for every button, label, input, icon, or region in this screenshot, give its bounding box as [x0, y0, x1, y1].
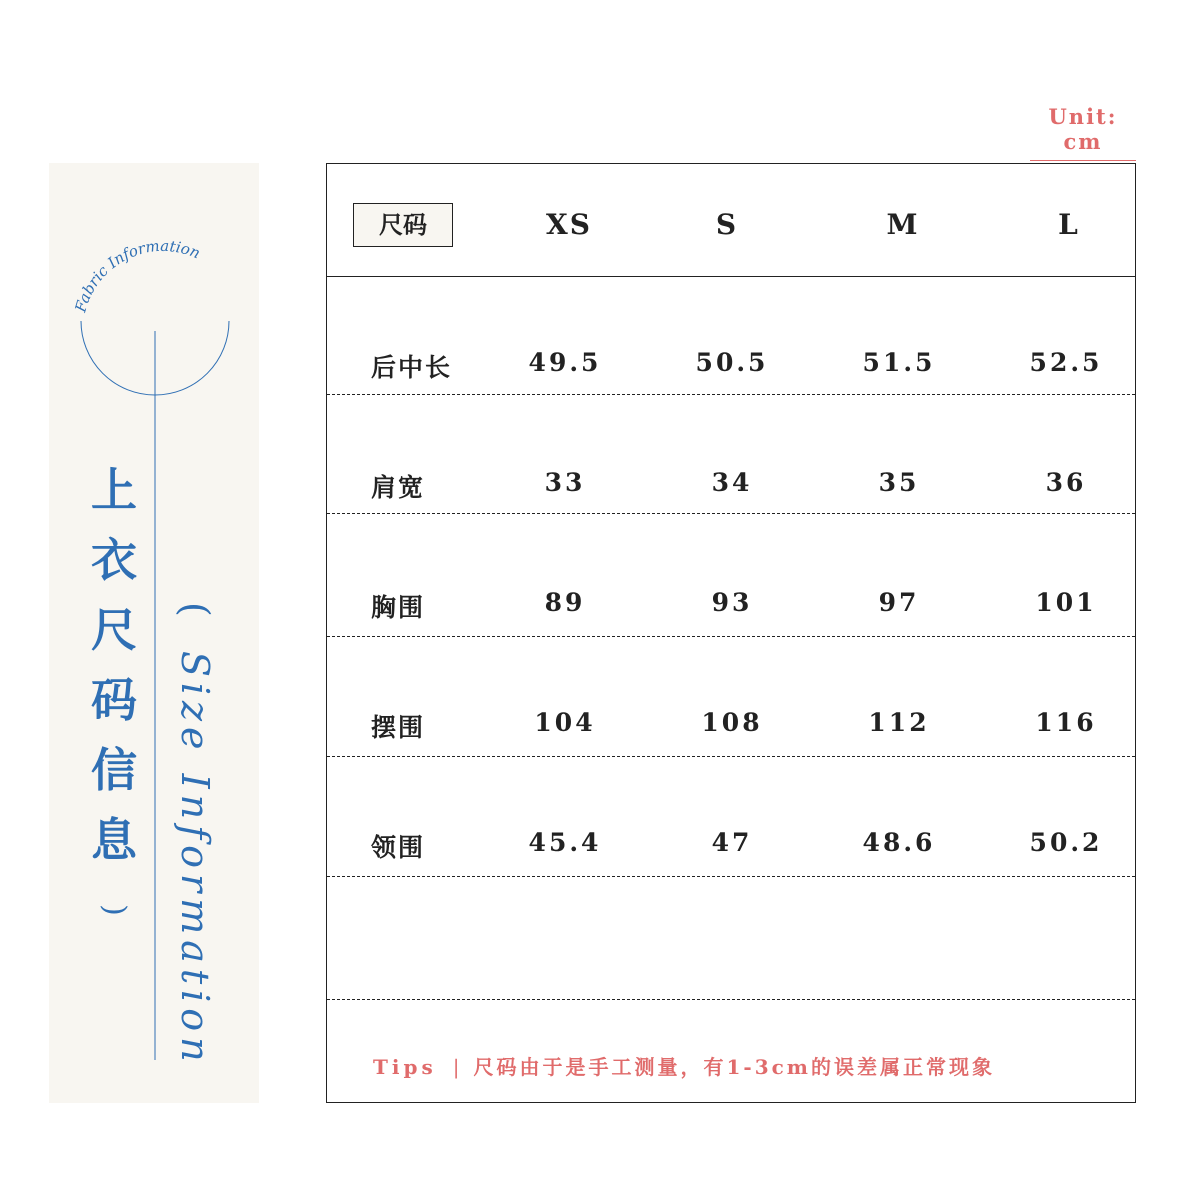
table-row [327, 637, 1135, 757]
table-cell: 50.5 [695, 348, 769, 377]
table-row [327, 514, 1135, 637]
title-char: 衣 [91, 533, 137, 587]
table-cell: 104 [534, 708, 596, 737]
table-cell: 36 [1045, 468, 1087, 497]
row-label: 摆围 [371, 713, 426, 742]
table-header-row [327, 164, 1135, 277]
table-cell: 49.5 [528, 348, 602, 377]
size-header-label: 尺码 [353, 203, 453, 247]
tips-text: 尺码由于是手工测量，有1-3cm的误差属正常现象 [473, 1055, 995, 1079]
table-row [327, 276, 1135, 395]
table-cell: 108 [701, 708, 763, 737]
arc-text [71, 237, 203, 315]
arc-textpath: Fabric Information [71, 236, 203, 315]
row-label: 领围 [371, 833, 426, 862]
tips-note [373, 1051, 995, 1080]
title-char: 息 [91, 813, 137, 867]
tips-label: Tips [373, 1055, 437, 1079]
size-table [326, 163, 1136, 1103]
size-header-l: L [1058, 208, 1080, 241]
table-cell: 101 [1035, 588, 1097, 617]
table-row [327, 395, 1135, 514]
row-label: 肩宽 [371, 473, 426, 502]
table-row [327, 757, 1135, 877]
row-label: 胸围 [371, 593, 426, 622]
title-paren-close: ) [97, 904, 132, 916]
title-char: 上 [91, 463, 137, 517]
title-chinese [86, 455, 142, 945]
size-header-s: S [715, 208, 739, 241]
table-cell: 93 [711, 588, 753, 617]
title-paren-open: ( [173, 602, 217, 623]
table-cell: 52.5 [1029, 348, 1103, 377]
table-cell: 35 [878, 468, 920, 497]
title-char: 尺 [91, 603, 137, 657]
row-label: 后中长 [371, 353, 453, 382]
table-cell: 112 [868, 708, 930, 737]
side-panel-decoration [49, 163, 259, 1103]
table-cell: 116 [1035, 708, 1097, 737]
table-cell: 47 [711, 828, 753, 857]
table-cell: 89 [544, 588, 586, 617]
table-cell: 48.6 [862, 828, 936, 857]
table-cell: 34 [711, 468, 753, 497]
title-char: 信 [91, 743, 137, 797]
table-cell: 33 [544, 468, 586, 497]
table-cell: 50.2 [1029, 828, 1103, 857]
table-row-empty [327, 877, 1135, 1000]
table-cell: 45.4 [528, 828, 602, 857]
table-cell: 97 [878, 588, 920, 617]
tips-separator: | [452, 1055, 460, 1079]
size-header-xs: XS [546, 208, 592, 241]
unit-label: Unit: cm [1030, 104, 1136, 161]
title-english-text: Size Information [173, 650, 217, 1068]
title-char: 码 [91, 673, 137, 727]
table-cell: 51.5 [862, 348, 936, 377]
size-header-m: M [886, 208, 920, 241]
side-panel [49, 163, 259, 1103]
title-english [173, 602, 217, 1068]
